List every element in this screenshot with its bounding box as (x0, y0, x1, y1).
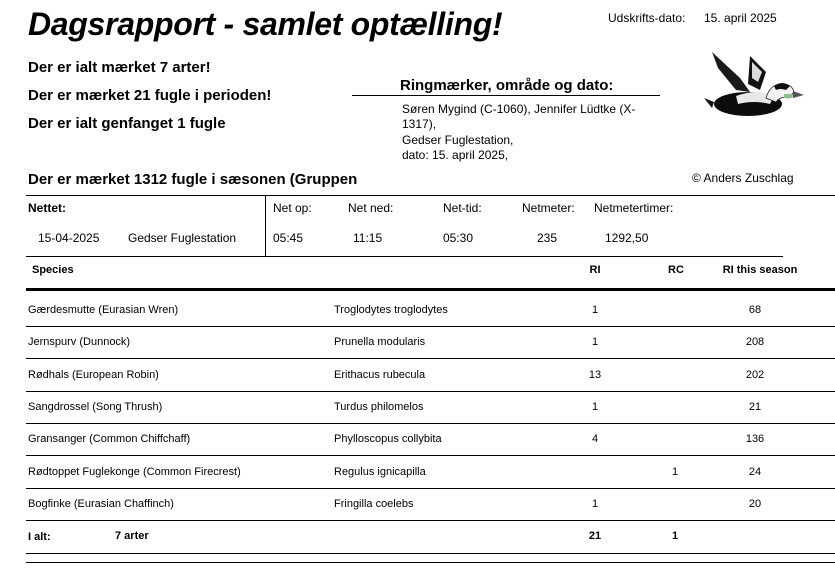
net-op-value: 05:45 (273, 231, 304, 245)
ringers-line-3: Gedser Fuglestation, (402, 133, 514, 147)
species-ri: 1 (591, 498, 599, 510)
netmeter-value: 235 (537, 231, 558, 245)
print-date-label: Udskrifts-dato: (608, 11, 686, 25)
species-latin: Fringilla coelebs (334, 498, 414, 510)
net-divider (265, 196, 266, 256)
net-tid-header: Net-tid: (443, 201, 482, 215)
species-summary: Der er ialt mærket 7 arter! (28, 59, 211, 76)
birds-summary: Der er mærket 21 fugle i perioden! (28, 87, 272, 104)
print-date: 15. april 2025 (704, 11, 777, 25)
species-latin: Troglodytes troglodytes (334, 304, 448, 316)
ringers-divider (352, 95, 660, 96)
total-ri: 21 (588, 530, 602, 542)
species-latin: Erithacus rubecula (334, 369, 426, 381)
species-ri: 1 (591, 336, 599, 348)
ringers-line-4: dato: 15. april 2025, (402, 148, 509, 162)
table-row-rule (26, 391, 835, 392)
total-rule-2 (26, 562, 835, 563)
species-ri-season: 202 (745, 369, 765, 381)
net-ned-value: 11:15 (353, 231, 383, 245)
net-date: 15-04-2025 (38, 231, 100, 245)
species-name: Gransanger (Common Chiffchaff) (28, 433, 191, 445)
copyright: © Anders Zuschlag (692, 171, 794, 185)
ringers-line-2: 1317), (402, 117, 437, 131)
table-row-rule (26, 423, 835, 424)
season-summary: Der er mærket 1312 fugle i sæsonen (Gruppen (28, 171, 358, 188)
rc-header: RC (668, 264, 684, 276)
table-row-rule (26, 326, 835, 327)
species-ri-season: 136 (745, 433, 765, 445)
eider-duck-icon (700, 48, 806, 124)
ri-header: RI (589, 264, 601, 276)
ringers-line-1: Søren Mygind (C-1060), Jennifer Lüdtke (X- (402, 102, 636, 116)
species-latin: Prunella modularis (334, 336, 426, 348)
ri-season-header: RI this season (722, 264, 798, 276)
report-title: Dagsrapport - samlet optælling! (28, 6, 503, 42)
netmetertimer-value: 1292,50 (605, 231, 649, 245)
species-ri: 13 (588, 369, 602, 381)
species-name: Rødhals (European Robin) (28, 369, 159, 381)
total-rule-1 (26, 553, 835, 554)
table-row-rule (26, 358, 835, 359)
species-ri-season: 20 (748, 498, 762, 510)
netmeter-header: Netmeter: (522, 201, 575, 215)
species-name: Jernspurv (Dunnock) (28, 336, 131, 348)
net-tid-value: 05:30 (443, 231, 474, 245)
species-header: Species (32, 264, 74, 276)
net-bottom-rule (26, 256, 783, 257)
net-location: Gedser Fuglestation (128, 231, 237, 245)
recaptured-summary: Der er ialt genfanget 1 fugle (28, 115, 226, 132)
species-ri-season: 208 (745, 336, 765, 348)
species-name: Sangdrossel (Song Thrush) (28, 401, 163, 413)
species-name: Bogfinke (Eurasian Chaffinch) (28, 498, 174, 510)
net-ned-header: Net ned: (348, 201, 394, 215)
species-ri: 1 (591, 304, 599, 316)
species-rc: 1 (671, 466, 679, 478)
ringers-heading: Ringmærker, område og dato: (400, 77, 614, 94)
total-rc: 1 (671, 530, 679, 542)
species-ri: 1 (591, 401, 599, 413)
species-latin: Regulus ignicapilla (334, 466, 426, 478)
net-label: Nettet: (28, 201, 66, 215)
total-species-count: 7 arter (115, 530, 149, 542)
species-latin: Turdus philomelos (334, 401, 424, 413)
net-top-rule (26, 195, 835, 196)
species-name: Rødtoppet Fuglekonge (Common Firecrest) (28, 466, 241, 478)
table-row-rule (26, 520, 835, 521)
species-ri-season: 24 (748, 466, 762, 478)
species-name: Gærdesmutte (Eurasian Wren) (28, 304, 179, 316)
net-op-header: Net op: (273, 201, 312, 215)
species-ri-season: 68 (748, 304, 762, 316)
species-ri-season: 21 (748, 401, 762, 413)
table-row-rule (26, 488, 835, 489)
table-header-rule (26, 288, 835, 291)
table-row-rule (26, 455, 835, 456)
netmetertimer-header: Netmetertimer: (594, 201, 674, 215)
species-latin: Phylloscopus collybita (334, 433, 442, 445)
species-ri: 4 (591, 433, 599, 445)
total-label: I alt: (28, 531, 51, 543)
